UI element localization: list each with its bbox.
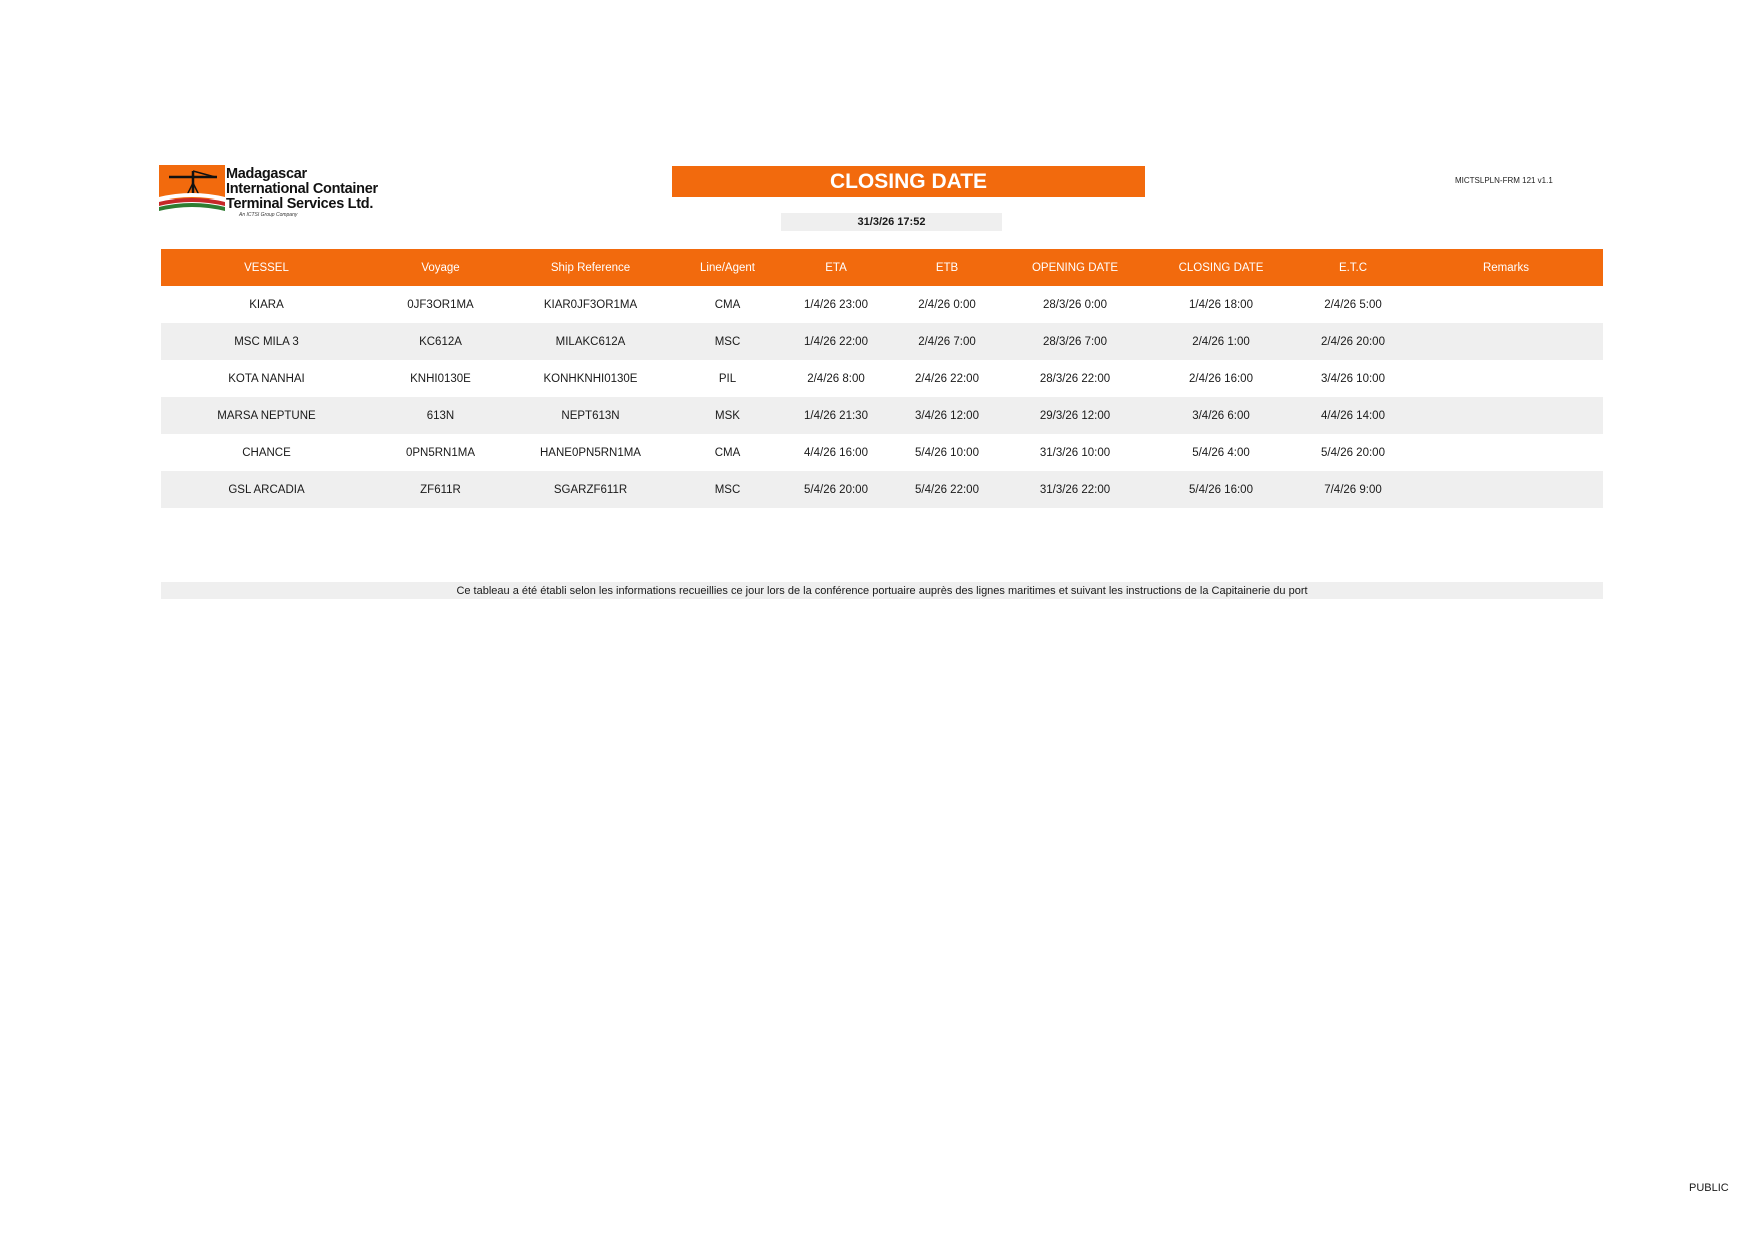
cell-ship-reference: MILAKC612A [509, 323, 672, 360]
cell-remarks [1409, 397, 1603, 434]
cell-eta: 1/4/26 22:00 [783, 323, 889, 360]
cell-line-agent: PIL [718, 372, 737, 385]
cell-vessel: MSC MILA 3 [161, 323, 372, 360]
cell-etb: 5/4/26 22:00 [889, 471, 1005, 508]
cell-eta: 1/4/26 23:00 [804, 298, 868, 311]
cell-opening-date: 28/3/26 0:00 [1043, 298, 1107, 311]
cell-eta: 4/4/26 16:00 [804, 446, 868, 459]
cell-eta: 1/4/26 21:30 [783, 397, 889, 434]
column-header-etc: E.T.C [1297, 249, 1409, 286]
company-name-line-3: Terminal Services Ltd. [226, 196, 374, 212]
cell-opening-date: 28/3/26 7:00 [1005, 323, 1145, 360]
cell-remarks [1409, 286, 1603, 323]
crane-logo-icon [159, 165, 225, 211]
table-row [161, 323, 1603, 360]
cell-etc: 2/4/26 20:00 [1297, 323, 1409, 360]
vessel-schedule-table [161, 249, 1603, 508]
cell-etc: 4/4/26 14:00 [1297, 397, 1409, 434]
classification-label: PUBLIC [1689, 1182, 1729, 1194]
table-row [161, 434, 1603, 471]
column-header-voyage: Voyage [372, 249, 509, 286]
table-header-row [161, 249, 1603, 286]
cell-vessel: GSL ARCADIA [161, 471, 372, 508]
cell-voyage: 0JF3OR1MA [407, 298, 474, 311]
document-code: MICTSLPLN-FRM 121 v1.1 [1455, 176, 1553, 185]
cell-ship-reference: KIAR0JF3OR1MA [543, 298, 638, 311]
column-header-ship-reference: Ship Reference [509, 249, 672, 286]
cell-ship-reference: SGARZF611R [509, 471, 672, 508]
cell-remarks [1409, 471, 1603, 508]
cell-eta: 2/4/26 8:00 [807, 372, 865, 385]
cell-vessel: KOTA NANHAI [228, 372, 305, 385]
cell-opening-date: 31/3/26 22:00 [1005, 471, 1145, 508]
cell-line-agent: MSC [672, 323, 783, 360]
cell-closing-date: 1/4/26 18:00 [1189, 298, 1253, 311]
column-header-line-agent: Line/Agent [672, 249, 783, 286]
column-header-closing-date: CLOSING DATE [1145, 249, 1297, 286]
column-header-etb: ETB [889, 249, 1005, 286]
cell-voyage: 0PN5RN1MA [405, 446, 476, 459]
column-header-opening-date: OPENING DATE [1005, 249, 1145, 286]
cell-voyage: 613N [372, 397, 509, 434]
report-datetime: 31/3/26 17:52 [781, 213, 1002, 231]
cell-vessel: MARSA NEPTUNE [161, 397, 372, 434]
column-header-eta: ETA [783, 249, 889, 286]
page-title: CLOSING DATE [672, 166, 1145, 197]
cell-etc: 5/4/26 20:00 [1321, 446, 1385, 459]
cell-etc: 2/4/26 5:00 [1324, 298, 1382, 311]
cell-etb: 2/4/26 22:00 [915, 372, 979, 385]
cell-voyage: KNHI0130E [410, 372, 471, 385]
cell-etb: 3/4/26 12:00 [889, 397, 1005, 434]
cell-ship-reference: HANE0PN5RN1MA [540, 446, 641, 459]
cell-remarks [1409, 323, 1603, 360]
column-header-vessel: VESSEL [161, 249, 372, 286]
cell-line-agent: MSK [672, 397, 783, 434]
cell-line-agent: CMA [714, 446, 741, 459]
cell-ship-reference: KONHKNHI0130E [543, 372, 638, 385]
cell-voyage: ZF611R [372, 471, 509, 508]
cell-closing-date: 5/4/26 16:00 [1145, 471, 1297, 508]
cell-remarks [1409, 360, 1603, 397]
cell-closing-date: 2/4/26 1:00 [1145, 323, 1297, 360]
cell-ship-reference: NEPT613N [509, 397, 672, 434]
cell-voyage: KC612A [372, 323, 509, 360]
cell-etc: 7/4/26 9:00 [1297, 471, 1409, 508]
company-name-line-1: Madagascar [226, 166, 307, 182]
table-row [161, 360, 1603, 397]
cell-etb: 5/4/26 10:00 [915, 446, 979, 459]
company-tagline: An ICTSI Group Company [239, 212, 298, 218]
cell-etc: 3/4/26 10:00 [1321, 372, 1385, 385]
cell-etb: 2/4/26 0:00 [918, 298, 976, 311]
cell-closing-date: 5/4/26 4:00 [1192, 446, 1250, 459]
cell-line-agent: CMA [714, 298, 741, 311]
cell-eta: 5/4/26 20:00 [783, 471, 889, 508]
table-row [161, 286, 1603, 323]
cell-line-agent: MSC [672, 471, 783, 508]
cell-opening-date: 29/3/26 12:00 [1005, 397, 1145, 434]
cell-opening-date: 28/3/26 22:00 [1039, 372, 1111, 385]
cell-vessel: CHANCE [242, 446, 291, 459]
footer-note: Ce tableau a été établi selon les informations recueillies ce jour lors de la conférence portuaire auprès des lignes maritimes et suivant les instructions de la Capitainerie du port [161, 582, 1603, 599]
cell-remarks [1409, 434, 1603, 471]
company-logo [159, 165, 384, 223]
table-row [161, 397, 1603, 434]
company-name-line-2: International Container [226, 181, 378, 197]
cell-etb: 2/4/26 7:00 [889, 323, 1005, 360]
cell-opening-date: 31/3/26 10:00 [1039, 446, 1111, 459]
cell-closing-date: 3/4/26 6:00 [1145, 397, 1297, 434]
cell-closing-date: 2/4/26 16:00 [1189, 372, 1253, 385]
table-row [161, 471, 1603, 508]
cell-vessel: KIARA [249, 298, 284, 311]
column-header-remarks: Remarks [1409, 249, 1603, 286]
